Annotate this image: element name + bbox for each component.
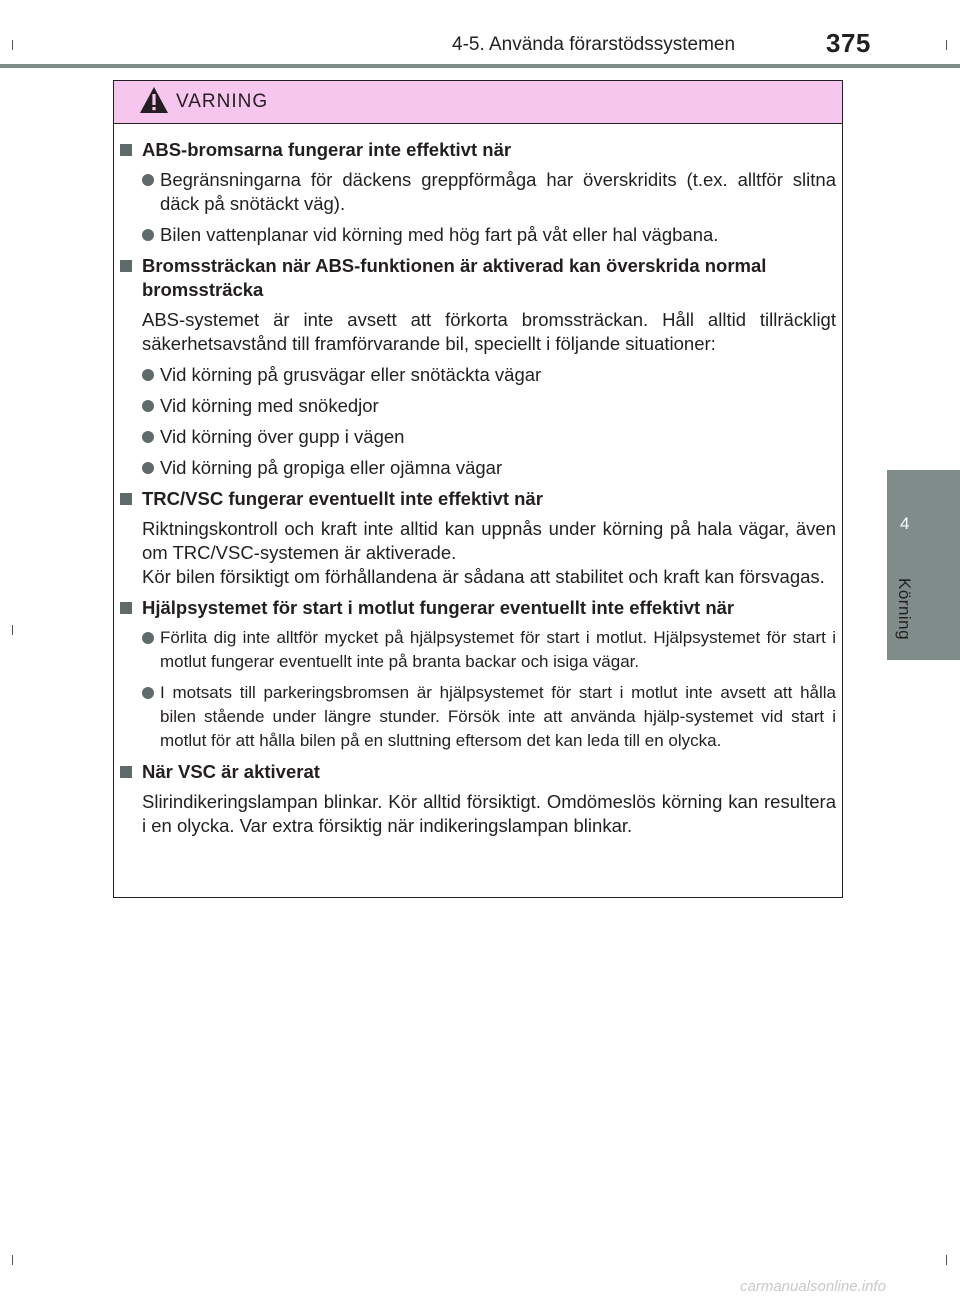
paragraph: Riktningskontroll och kraft inte alltid kan uppnås under körning på hala vägar, även om TRC/VSC-systemen är aktiverade.	[142, 518, 836, 563]
paragraph: Slirindikeringslampan blinkar. Kör alltid försiktigt. Omdömeslös körning kan resultera i en olycka. Var extra försiktig när indikeringslampan blinkar.	[142, 791, 836, 836]
section-heading-text: Hjälpsystemet för start i motlut fungerar eventuellt inte effektivt när	[142, 597, 735, 618]
round-bullet-icon	[142, 431, 154, 443]
header-rule	[0, 64, 960, 68]
watermark: carmanualsonline.info	[740, 1278, 886, 1295]
section-heading	[120, 760, 836, 784]
list-item-text: Förlita dig inte alltför mycket på hjälpsystemet för start i motlut. Hjälpsystemet för start i motlut fungerar eventuellt inte på branta backar och isiga vägar.	[160, 628, 836, 671]
warning-triangle-icon	[139, 86, 169, 114]
section-heading	[120, 254, 836, 302]
round-bullet-icon	[142, 462, 154, 474]
list-item-text: Vid körning på grusvägar eller snötäckta vägar	[160, 364, 542, 385]
section-heading	[120, 138, 836, 162]
square-bullet-icon	[120, 766, 132, 778]
round-bullet-icon	[142, 400, 154, 412]
section-heading-text: När VSC är aktiverat	[142, 761, 320, 782]
list-item	[120, 394, 836, 418]
list-item-text: Vid körning med snökedjor	[160, 395, 379, 416]
section-heading	[120, 596, 836, 620]
list-item	[120, 456, 836, 480]
list-item-text: Begränsningarna för däckens greppförmåga har överskridits (t.ex. alltför slitna däck på snötäckt väg).	[160, 169, 836, 214]
square-bullet-icon	[120, 493, 132, 505]
list-item-text: Vid körning på gropiga eller ojämna vägar	[160, 457, 503, 478]
section-heading-text: TRC/VSC fungerar eventuellt inte effektivt när	[142, 488, 543, 509]
round-bullet-icon	[142, 174, 154, 186]
chapter-tab-label: Körning	[895, 578, 914, 641]
paragraph: ABS-systemet är inte avsett att förkorta bromssträckan. Håll alltid tillräckligt säkerhetsavstånd till framförvarande bil, speciellt i följande situationer:	[142, 309, 836, 354]
round-bullet-icon	[142, 229, 154, 241]
warning-box	[113, 80, 843, 898]
paragraph: Kör bilen försiktigt om förhållandena är sådana att stabilitet och kraft kan försvagas.	[142, 566, 825, 587]
list-item	[120, 168, 836, 216]
square-bullet-icon	[120, 144, 132, 156]
square-bullet-icon	[120, 602, 132, 614]
list-item	[120, 425, 836, 449]
section-title: 4-5. Använda förarstödssystemen	[452, 34, 736, 55]
section-heading-text: ABS-bromsarna fungerar inte effektivt när	[142, 139, 512, 160]
list-item-text: Vid körning över gupp i vägen	[160, 426, 405, 447]
page-number: 375	[826, 28, 871, 58]
warning-header	[114, 81, 842, 124]
list-item	[120, 223, 836, 247]
list-item	[120, 626, 836, 674]
list-item	[120, 363, 836, 387]
section-heading-text: Bromssträckan när ABS-funktionen är aktiverad kan överskrida normal bromssträcka	[142, 255, 767, 300]
list-item	[120, 681, 836, 753]
square-bullet-icon	[120, 260, 132, 272]
warning-body	[114, 124, 842, 838]
list-item-text: Bilen vattenplanar vid körning med hög fart på våt eller hal vägbana.	[160, 224, 719, 245]
round-bullet-icon	[142, 632, 154, 644]
list-item-text: I motsats till parkeringsbromsen är hjälpsystemet för start i motlut inte avsett att hålla bilen stående under längre stunder. Försök inte att använda hjälp-systemet vid start i motlut för att hålla bilen på en sluttning eftersom det kan leda till en olycka.	[160, 683, 836, 750]
warning-label: VARNING	[176, 91, 269, 112]
round-bullet-icon	[142, 369, 154, 381]
section-heading	[120, 487, 836, 511]
round-bullet-icon	[142, 687, 154, 699]
chapter-tab-number: 4	[900, 514, 910, 533]
